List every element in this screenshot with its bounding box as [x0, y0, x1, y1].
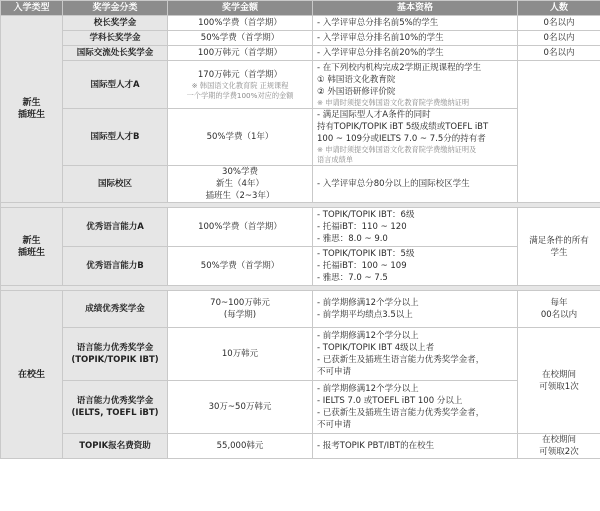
eligibility-text: - 托福iBT：100 ~ 109: [317, 261, 407, 271]
count-text: 学生: [550, 247, 568, 258]
eligibility-text: ① 韩国语文化教育院: [317, 74, 396, 85]
scholarship-amount-cell: [168, 328, 313, 381]
scholarship-category-label: TOPIK报名费资助: [79, 441, 151, 451]
count-cell: [518, 328, 600, 434]
scholarship-amount-cell: [168, 381, 313, 434]
eligibility-text: - 已获新生及插班生语言能力优秀奖学金者，: [317, 355, 485, 365]
eligibility-cell: [313, 16, 518, 31]
eligibility-text: - 托福iBT：110 ~ 120: [317, 222, 407, 232]
eligibility-text: - 入学评审总分排名前5%的学生: [317, 18, 439, 28]
eligibility-text: - TOPIK/TOPIK IBT：6级: [317, 210, 415, 220]
count-text: 00名以内: [540, 310, 578, 320]
scholarship-amount-text: 55,000韩元: [216, 441, 264, 451]
eligibility-text: 持有TOPIK/TOPIK iBT 5级成绩或TOEFL iBT: [317, 122, 489, 132]
eligibility-cell: [313, 328, 518, 381]
count-text: 可领取2次: [539, 447, 579, 457]
admission-type-cell: [1, 291, 63, 459]
eligibility-cell: [313, 109, 518, 166]
scholarship-category-cell: [63, 61, 168, 109]
scholarship-amount-text: 30%学费: [222, 167, 258, 177]
scholarship-category-label: 优秀语言能力B: [86, 261, 144, 271]
scholarship-amount-text: 100%学费（首学期）: [198, 18, 282, 28]
admission-type-cell: [1, 16, 63, 203]
header-eligibility: 基本资格: [313, 1, 518, 16]
header-scholarship-amount: 奖学金额: [168, 1, 313, 16]
table-header-row: [1, 1, 600, 16]
scholarship-amount-cell: [168, 166, 313, 203]
scholarship-category-label: 成绩优秀奖学金: [85, 304, 145, 314]
eligibility-note: 语言成绩单: [317, 155, 353, 164]
eligibility-text: - 入学评审总分80分以上的国际校区学生: [317, 179, 470, 189]
eligibility-text: - TOPIK/TOPIK IBT 4级以上者: [317, 343, 435, 353]
header-count: 人数: [518, 1, 600, 16]
eligibility-cell: [313, 31, 518, 46]
scholarship-amount-text: (每学期): [223, 310, 257, 320]
count-cell: [518, 61, 600, 203]
count-cell: [518, 31, 600, 46]
eligibility-cell: [313, 291, 518, 328]
table-row: [1, 31, 600, 46]
count-text: 在校期间: [541, 435, 576, 445]
count-text: 每年: [550, 298, 568, 308]
eligibility-text: - 雅思：7.0 ~ 7.5: [317, 273, 388, 283]
table-row: [1, 166, 600, 203]
admission-type-label: 插班生: [17, 247, 45, 258]
table-row: [1, 434, 600, 459]
admission-type-label: 新生: [22, 235, 41, 246]
eligibility-text: - 前学期修满12个学分以上: [317, 331, 419, 341]
scholarship-category-label: 国际型人才A: [90, 79, 140, 90]
table-row: [1, 247, 600, 286]
scholarship-amount-cell: [168, 208, 313, 247]
table-row: [1, 16, 600, 31]
count-text: 满足条件的所有: [529, 235, 589, 246]
scholarship-category-cell: [63, 247, 168, 286]
count-text: 0名以内: [543, 48, 575, 58]
scholarship-amount-text: 新生（4年）: [216, 179, 264, 189]
scholarship-category-cell: [63, 31, 168, 46]
count-cell: [518, 16, 600, 31]
eligibility-cell: [313, 61, 518, 109]
count-text: 0名以内: [543, 18, 575, 28]
eligibility-text: - 满足国际型人才A条件的同时: [317, 110, 431, 120]
table-row: [1, 291, 600, 328]
admission-type-label: 插班生: [17, 110, 45, 120]
scholarship-category-label: 学科长奖学金: [89, 33, 141, 43]
table-row: [1, 208, 600, 247]
eligibility-text: - 入学评审总分排名前20%的学生: [317, 48, 444, 58]
scholarship-amount-text: 100万韩元（首学期）: [197, 48, 283, 58]
eligibility-note: ※ 申请时须提交韩国语文化教育院学费缴纳证明: [317, 97, 470, 107]
scholarship-category-cell: [63, 46, 168, 61]
scholarship-category-label: 校长奖学金: [93, 18, 137, 28]
eligibility-text: - IELTS 7.0 或TOEFL iBT 100 分以上: [317, 396, 463, 406]
eligibility-text: 不可申请: [317, 367, 352, 377]
scholarship-amount-text: 30万~50万韩元: [208, 402, 272, 412]
scholarship-amount-cell: [168, 434, 313, 459]
admission-type-label: 在校生: [17, 369, 45, 380]
table-row: [1, 61, 600, 109]
scholarship-amount-text: 170万韩元（首学期）: [197, 69, 283, 80]
scholarship-amount-cell: [168, 61, 313, 109]
scholarship-category-label: 国际型人才B: [90, 132, 140, 142]
eligibility-note: ※ 申请时须提交韩国语文化教育院学费缴纳证明及: [317, 145, 477, 154]
scholarship-category-cell: [63, 109, 168, 166]
count-text: 0名以内: [543, 33, 575, 43]
table-row: [1, 381, 600, 434]
eligibility-cell: [313, 434, 518, 459]
scholarship-category-label: 语言能力优秀奖学金: [76, 396, 154, 406]
eligibility-text: - 在下列校内机构完成2学期正规课程的学生: [317, 62, 482, 73]
eligibility-text: - 雅思：8.0 ~ 9.0: [317, 234, 388, 244]
table-row: [1, 328, 600, 381]
eligibility-cell: [313, 166, 518, 203]
scholarship-amount-cell: [168, 16, 313, 31]
scholarship-amount-note: ※ 韩国语文化教育院 正规课程: [191, 80, 289, 90]
scholarship-category-cell: [63, 381, 168, 434]
eligibility-text: 不可申请: [317, 420, 352, 430]
admission-type-label: 新生: [22, 98, 41, 108]
header-admission-type: 入学类型: [1, 1, 63, 16]
scholarship-amount-text: 50%学费（首学期）: [200, 33, 280, 43]
eligibility-text: 100 ~ 109分或IELTS 7.0 ~ 7.5分的持有者: [317, 134, 486, 144]
eligibility-text: - 入学评审总分排名前10%的学生: [317, 33, 444, 43]
table-row: [1, 46, 600, 61]
admission-type-cell: [1, 208, 63, 286]
scholarship-category-label: (IELTS, TOEFL iBT): [71, 408, 159, 418]
scholarship-category-label: 语言能力优秀奖学金: [76, 343, 154, 353]
scholarship-category-cell: [63, 328, 168, 381]
scholarship-category-label: 国际交流处长奖学金: [76, 48, 154, 58]
scholarship-category-cell: [63, 291, 168, 328]
count-cell: [518, 46, 600, 61]
eligibility-cell: [313, 381, 518, 434]
header-scholarship-category: 奖学金分类: [63, 1, 168, 16]
scholarship-category-cell: [63, 166, 168, 203]
scholarship-amount-text: 50%学费（1年）: [206, 132, 274, 142]
eligibility-text: ② 外国语研修评价院: [317, 86, 396, 97]
scholarship-amount-text: 10万韩元: [221, 349, 259, 359]
count-text: 在校期间: [541, 369, 576, 380]
eligibility-text: - 已获新生及插班生语言能力优秀奖学金者，: [317, 408, 485, 418]
scholarship-amount-text: 100%学费（首学期）: [198, 222, 282, 232]
eligibility-text: - TOPIK/TOPIK IBT：5级: [317, 249, 415, 259]
eligibility-cell: [313, 46, 518, 61]
scholarship-amount-text: 插班生（2~3年）: [205, 191, 275, 201]
scholarship-amount-cell: [168, 31, 313, 46]
scholarship-amount-text: 70~100万韩元: [210, 298, 270, 308]
scholarship-amount-cell: [168, 247, 313, 286]
scholarship-amount-cell: [168, 46, 313, 61]
scholarship-amount-cell: [168, 291, 313, 328]
eligibility-text: - 前学期修满12个学分以上: [317, 384, 419, 394]
eligibility-text: - 前学期修满12个学分以上: [317, 298, 419, 308]
scholarship-amount-cell: [168, 109, 313, 166]
scholarship-category-label: 优秀语言能力A: [86, 222, 144, 232]
table-row: [1, 109, 600, 166]
eligibility-text: - 报考TOPIK PBT/IBT的在校生: [317, 441, 435, 451]
count-cell: [518, 208, 600, 286]
eligibility-cell: [313, 247, 518, 286]
scholarship-category-cell: [63, 16, 168, 31]
scholarship-category-cell: [63, 434, 168, 459]
table-body: [1, 16, 600, 459]
scholarship-amount-note: 一个学期的学费100%对应的金额: [186, 90, 294, 100]
scholarship-category-label: 国际校区: [97, 179, 132, 189]
scholarship-category-label: (TOPIK/TOPIK IBT): [71, 355, 159, 365]
eligibility-cell: [313, 208, 518, 247]
count-cell: [518, 291, 600, 328]
eligibility-text: - 前学期平均绩点3.5以上: [317, 310, 413, 320]
count-cell: [518, 434, 600, 459]
count-text: 可领取1次: [539, 381, 579, 392]
scholarship-category-cell: [63, 208, 168, 247]
scholarship-amount-text: 50%学费（首学期）: [200, 261, 280, 271]
